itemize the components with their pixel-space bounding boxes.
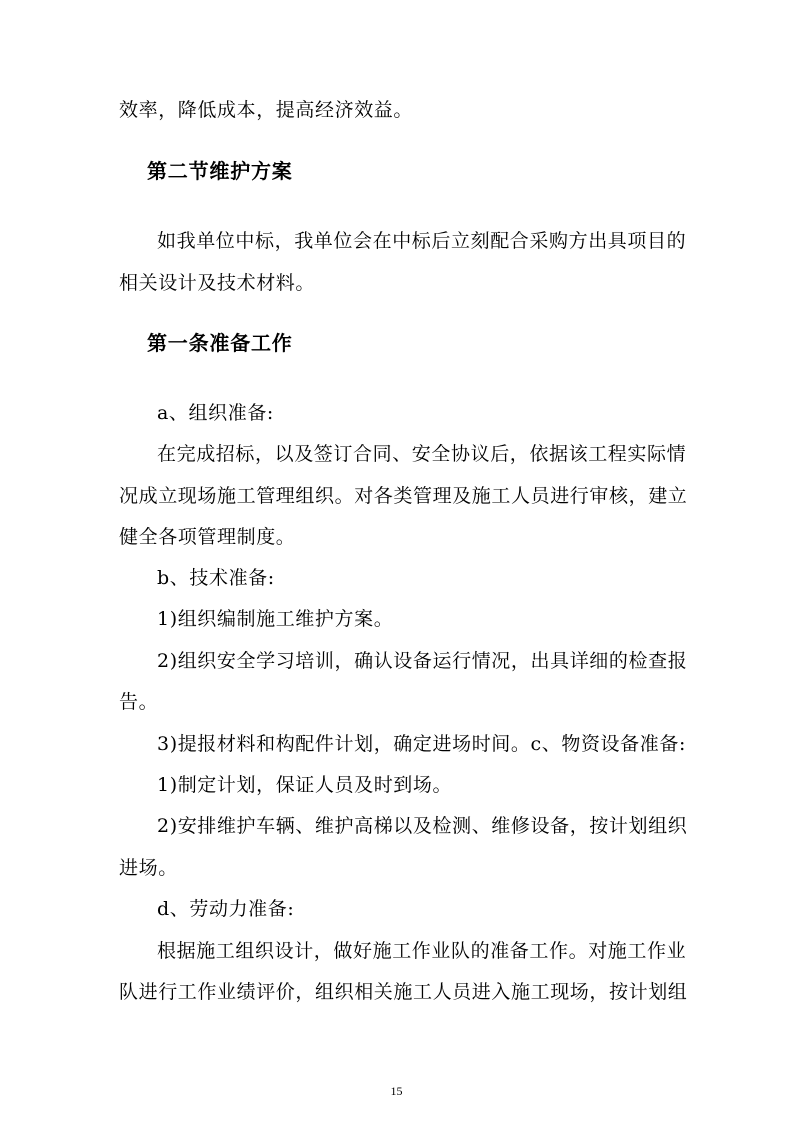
article-heading: 第一条准备工作: [147, 331, 293, 355]
list-item: 2)安排维护车辆、维护高梯以及检测、维修设备，按计划组织: [157, 815, 688, 837]
paragraph-line: 相关设计及技术材料。: [119, 272, 316, 294]
page-number: 15: [390, 1084, 403, 1098]
list-item: 1)组织编制施工维护方案。: [157, 608, 394, 630]
section-heading: 第二节维护方案: [147, 159, 293, 183]
paragraph-line: 健全各项管理制度。: [119, 526, 296, 548]
list-item: 2)组织安全学习培训，确认设备运行情况，出具详细的检查报: [157, 650, 688, 672]
paragraph-line: 告。: [119, 691, 159, 713]
subsection-label: b、技术准备:: [157, 567, 275, 589]
paragraph-line: 队进行工作业绩评价，组织相关施工人员进入施工现场，按计划组: [119, 981, 688, 1003]
paragraph-line: 效率，降低成本，提高经济效益。: [119, 99, 414, 121]
paragraph-line: 如我单位中标，我单位会在中标后立刻配合采购方出具项目的: [157, 230, 687, 252]
paragraph-line: 进场。: [119, 857, 178, 879]
paragraph-line: 况成立现场施工管理组织。对各类管理及施工人员进行审核，建立: [119, 485, 688, 507]
paragraph-line: 在完成招标，以及签订合同、安全协议后，依据该工程实际情: [157, 443, 687, 465]
paragraph-line: 根据施工组织设计，做好施工作业队的准备工作。对施工作业: [157, 940, 687, 962]
list-item: 1)制定计划，保证人员及时到场。: [157, 774, 453, 796]
list-item: 3)提报材料和构配件计划，确定进场时间。c、物资设备准备:: [157, 733, 686, 755]
subsection-label: d、劳动力准备:: [157, 898, 295, 920]
subsection-label: a、组织准备:: [157, 402, 274, 424]
